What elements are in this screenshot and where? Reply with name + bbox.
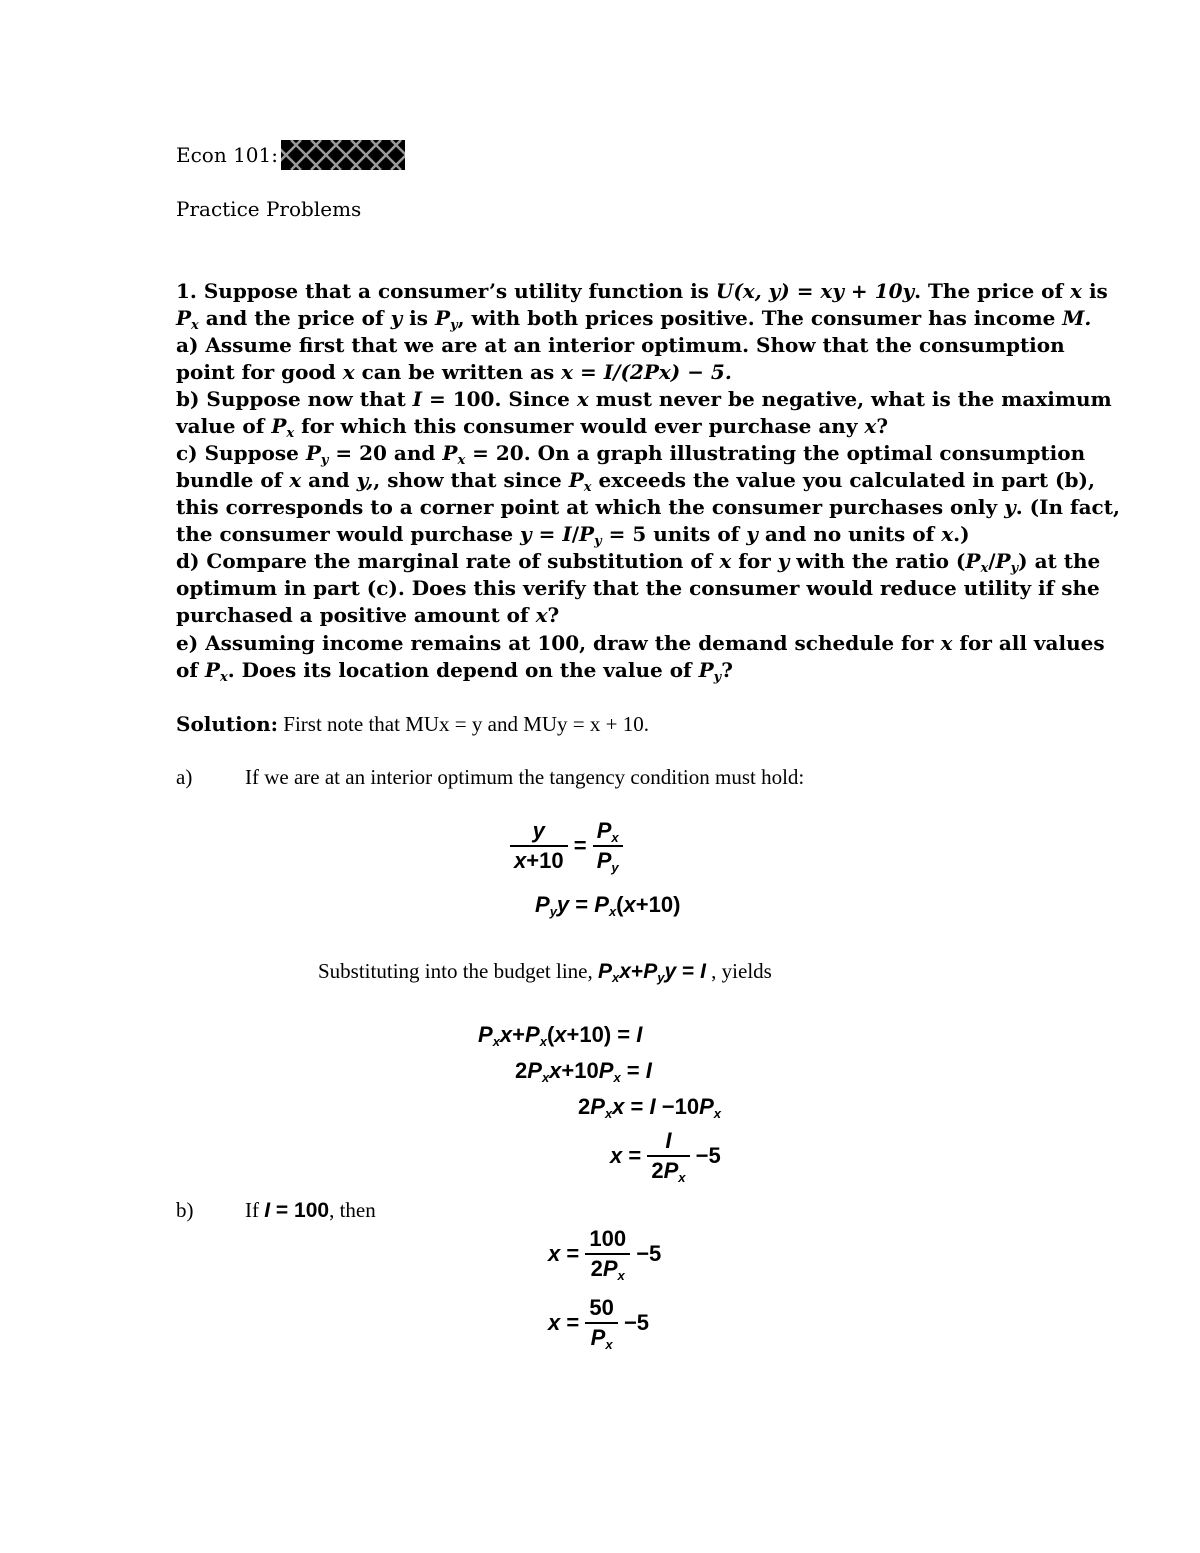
solution-b-label: b) [176, 1198, 194, 1222]
course-title: Econ 101: [176, 143, 278, 167]
problem-line-2: $P_x$ and the price of y is $P_y$, with both prices positive. The consumer has income M. [176, 306, 1092, 333]
crosshatch-pattern-icon [281, 140, 405, 170]
part-c-line-2: bundle of x and y,, show that since $P_x$ exceeds the value you calculated in part (b), [176, 468, 1095, 495]
part-d-line-1: d) Compare the marginal rate of substitution of x for y with the ratio $(P_x/P_y)$ at the [176, 549, 1101, 576]
part-b-line-2: value of $P_x$ for which this consumer would ever purchase any x? [176, 414, 889, 441]
part-e-line-2: of $P_x$. Does its location depend on the value of $P_y$? [176, 658, 733, 685]
tangency-rearranged: $P_yy = P_x(x+10)$ [535, 892, 681, 919]
solution-b-text: If I = 100, then [245, 1198, 376, 1222]
part-c-line-1: c) Suppose $P_y = 20$ and $P_x = 20$. On a graph illustrating the optimal consumption [176, 441, 1086, 468]
tangency-equation: $\frac{y}{x+10}$ = $\frac{P_x}{P_y}$ [510, 818, 623, 874]
budget-substituted: $P_xx+P_x(x+10) = I$ [478, 1022, 643, 1049]
budget-simplified: $2P_xx+10P_x = I$ [515, 1058, 652, 1085]
demand-simplified: x = $\frac{50}{P_x}$ −5 [548, 1295, 650, 1352]
part-e-line-1: e) Assuming income remains at 100, draw the demand schedule for x for all values [176, 631, 1105, 655]
part-d-line-2: optimum in part (c). Does this verify that the consumer would reduce utility if she [176, 576, 1100, 600]
page-subtitle: Practice Problems [176, 197, 362, 221]
solution-a-text: If we are at an interior optimum the tangency condition must hold: [245, 765, 805, 789]
substitution-text: Substituting into the budget line, $P_xx+P_yy = I$ , yields [318, 959, 772, 985]
part-c-line-3: this corresponds to a corner point at which the consumer purchases only y. (In fact, [176, 495, 1120, 519]
part-b-line-1: b) Suppose now that I = 100. Since x must never be negative, what is the maximum [176, 387, 1112, 411]
problem-line-1: 1. Suppose that a consumer’s utility function is U(x, y) = xy + 10y. The price of x is [176, 279, 1108, 303]
part-a-line-1: a) Assume first that we are at an interior optimum. Show that the consumption [176, 333, 1065, 357]
redacted-name-block [281, 140, 405, 170]
budget-isolated: $2P_xx = I -10P_x$ [578, 1094, 721, 1121]
part-c-line-4: the consumer would purchase $y = I/P_y = 5$ units of y and no units of x.) [176, 522, 970, 549]
demand-for-x: x = $\frac{I}{2P_x}$ −5 [610, 1128, 721, 1185]
part-a-line-2: point for good x can be written as x = I/(2Px) − 5. [176, 360, 732, 384]
solution-a-label: a) [176, 765, 193, 789]
part-d-line-3: purchased a positive amount of x? [176, 603, 560, 627]
solution-intro: Solution: First note that MUx = y and MUy = x + 10. [176, 712, 649, 736]
demand-income-100: x = $\frac{100}{2P_x}$ −5 [548, 1226, 662, 1283]
utility-function: U(x, y) = xy + 10y [715, 279, 915, 303]
part-a-formula: x = I/(2Px) − 5. [561, 360, 732, 384]
